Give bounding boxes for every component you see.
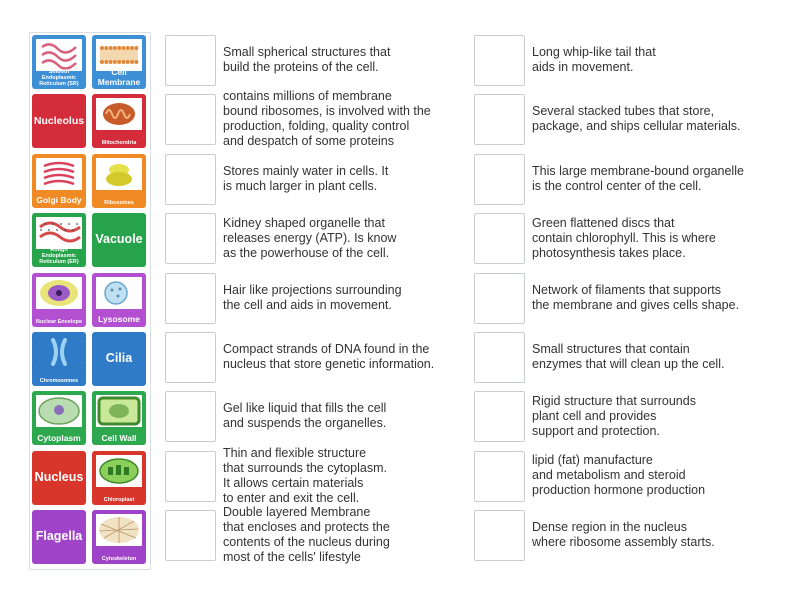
drop-slot[interactable] xyxy=(165,510,216,561)
cytoskeleton-icon xyxy=(96,514,142,546)
tile-smooth-endoplasmic-reticulum-sr[interactable] xyxy=(32,35,86,89)
golgi-body-icon xyxy=(36,158,82,190)
tile-golgi-body[interactable] xyxy=(32,154,86,208)
tile-label: Cilia xyxy=(105,351,133,366)
tile-ribosomes[interactable] xyxy=(92,154,146,208)
tile-mitochondria[interactable] xyxy=(92,94,146,148)
drop-slot[interactable] xyxy=(474,94,525,145)
description-text: lipid (fat) manufacture and metabolism and steroid production hormone production xyxy=(532,453,706,498)
tile-cell-wall[interactable] xyxy=(92,391,146,445)
tile-vacuole[interactable] xyxy=(92,213,146,267)
tile-chromosomes[interactable] xyxy=(32,332,86,386)
tile-label: Golgi Body xyxy=(36,195,82,206)
description-text: Several stacked tubes that store, package, and ships cellular materials. xyxy=(532,104,741,134)
tile-nucleus[interactable] xyxy=(32,451,86,505)
tile-flagella[interactable] xyxy=(32,510,86,564)
drop-slot[interactable] xyxy=(165,332,216,383)
ribosomes-icon xyxy=(96,158,142,190)
nuclear-envelope-icon xyxy=(36,277,82,309)
drop-slot[interactable] xyxy=(474,391,525,442)
tile-label: Ribosomes xyxy=(104,199,134,206)
tile-label: Cell Wall xyxy=(101,433,137,444)
drop-slot[interactable] xyxy=(165,273,216,324)
tile-label: Cytoplasm xyxy=(37,433,81,444)
cytoplasm-icon xyxy=(36,395,82,427)
chloroplast-icon xyxy=(96,455,142,487)
chromosome-icon xyxy=(36,336,82,368)
description-text: Small structures that contain enzymes that will clean up the cell. xyxy=(532,342,725,371)
tile-label: Rough Endoplasmic Reticulum (ER) xyxy=(39,247,79,266)
description-text: Double layered Membrane that encloses and protects the contents of the nucleus during most of the cells' lifestyle xyxy=(223,505,390,565)
description-text: Compact strands of DNA found in the nucleus that store genetic information. xyxy=(223,342,435,371)
description-text: Kidney shaped organelle that releases energy (ATP). Is know as the powerhouse of the cell. xyxy=(223,215,397,260)
description-text: Gel like liquid that fills the cell and suspends the organelles. xyxy=(223,401,387,431)
tile-rough-endoplasmic-reticulum-er[interactable] xyxy=(32,213,86,267)
cell-wall-icon xyxy=(96,395,142,427)
tile-cell-membrane[interactable] xyxy=(92,35,146,89)
drop-slot[interactable] xyxy=(165,391,216,442)
drop-slot[interactable] xyxy=(165,213,216,264)
description-text: Dense region in the nucleus where ribosome assembly starts. xyxy=(532,520,715,550)
description-text: This large membrane-bound organelle is the control center of the cell. xyxy=(532,163,744,193)
lysosome-icon xyxy=(96,277,142,309)
drop-slot[interactable] xyxy=(474,154,525,205)
description-text: Thin and flexible structure that surrounds the cytoplasm. It allows certain materials to enter and exit the cell. xyxy=(223,445,387,505)
drop-slot[interactable] xyxy=(474,510,525,561)
tile-cilia[interactable] xyxy=(92,332,146,386)
smooth-er-icon xyxy=(36,39,82,71)
description-text: Small spherical structures that build the proteins of the cell. xyxy=(223,45,391,74)
tile-label: Chloroplast xyxy=(103,496,135,503)
tile-nucleolus[interactable] xyxy=(32,94,86,148)
tile-label: Nucleolus xyxy=(33,114,85,127)
drop-slot[interactable] xyxy=(165,451,216,502)
tile-label: Cytoskeleton xyxy=(101,556,137,563)
rough-er-icon xyxy=(36,217,82,249)
cell-membrane-icon xyxy=(96,39,142,71)
drop-slot[interactable] xyxy=(474,213,525,264)
drop-slot[interactable] xyxy=(474,332,525,383)
tile-label: Mitochondria xyxy=(101,140,137,147)
drop-slot[interactable] xyxy=(474,273,525,324)
tile-label: Flagella xyxy=(35,529,83,544)
drop-slot[interactable] xyxy=(165,94,216,145)
drop-slot[interactable] xyxy=(165,154,216,205)
tile-label: Chromosomes xyxy=(39,377,79,384)
description-text: Green flattened discs that contain chlorophyll. This is where photosynthesis takes place. xyxy=(532,215,716,260)
drop-slot[interactable] xyxy=(474,35,525,86)
description-text: Stores mainly water in cells. It is much larger in plant cells. xyxy=(223,163,389,193)
tile-cytoplasm[interactable] xyxy=(32,391,86,445)
tile-lysosome[interactable] xyxy=(92,273,146,327)
description-text: Rigid structure that surrounds plant cell and provides support and protection. xyxy=(532,393,696,438)
mitochondria-icon xyxy=(96,98,142,130)
description-text: Network of filaments that supports the membrane and gives cells shape. xyxy=(532,282,740,312)
description-text: contains millions of membrane bound ribosomes, is involved with the production, folding, quality control and despatch of some proteins xyxy=(223,89,431,149)
description-text: Long whip-like tail that aids in movement. xyxy=(532,45,656,74)
tile-label: Smooth Endoplasmic Reticulum (SR) xyxy=(39,68,79,87)
drop-slot[interactable] xyxy=(474,451,525,502)
tile-chloroplast[interactable] xyxy=(92,451,146,505)
description-text: Hair like projections surrounding the cell and aids in movement. xyxy=(223,282,402,312)
tile-label: Lysosome xyxy=(98,314,140,325)
tile-label: Nucleus xyxy=(34,469,84,484)
tile-label: Cell Membrane xyxy=(97,67,141,87)
drop-slot[interactable] xyxy=(165,35,216,86)
tile-nuclear-envelope[interactable] xyxy=(32,273,86,327)
tile-label: Nuclear Envelope xyxy=(35,318,83,325)
tile-cytoskeleton[interactable] xyxy=(92,510,146,564)
tile-label: Vacuole xyxy=(95,232,143,247)
